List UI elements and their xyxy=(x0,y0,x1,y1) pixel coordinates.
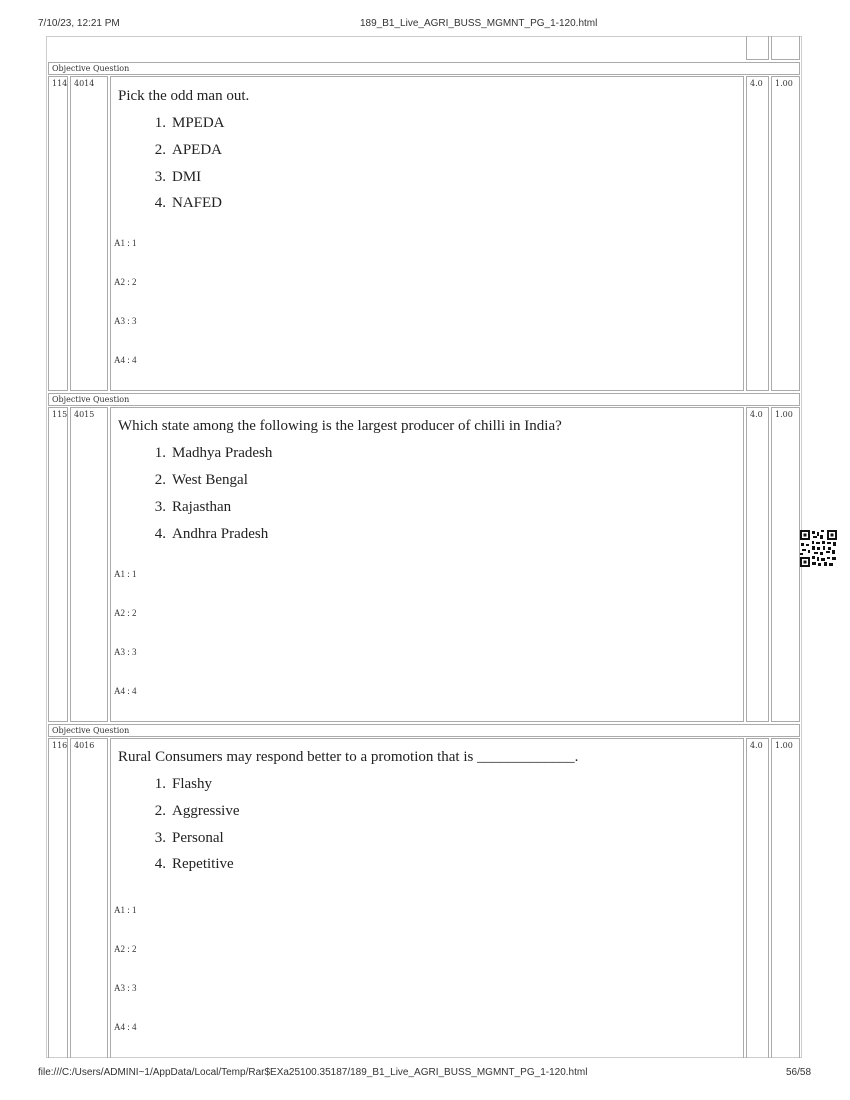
section-header xyxy=(48,724,800,737)
page-number: 56/58 xyxy=(786,1067,812,1078)
option-item xyxy=(144,142,222,159)
question-id: 4014 xyxy=(74,79,95,88)
marks-cell xyxy=(746,738,769,1058)
answer-key: A1 : 1 xyxy=(114,905,137,915)
option-text: Flashy xyxy=(172,776,213,792)
option-text: Andhra Pradesh xyxy=(172,526,269,542)
question-id-cell xyxy=(70,76,108,391)
answer-key: A3 : 3 xyxy=(114,983,137,993)
option-text: MPEDA xyxy=(172,115,225,131)
section-header xyxy=(48,62,800,75)
option-text: Repetitive xyxy=(172,856,234,872)
negative-marks-cell xyxy=(771,738,800,1058)
section-label: Objective Question xyxy=(52,395,130,404)
option-item xyxy=(144,115,225,132)
option-text: NAFED xyxy=(172,195,223,211)
qr-code-icon xyxy=(800,530,837,567)
serial-number-cell xyxy=(48,407,68,722)
marks-cell xyxy=(746,407,769,722)
option-item xyxy=(144,499,231,516)
negative-marks-cell xyxy=(771,76,800,391)
section-label: Objective Question xyxy=(52,726,130,735)
option-number: 4. xyxy=(154,856,166,872)
answer-key: A1 : 1 xyxy=(114,569,137,579)
option-number: 1. xyxy=(154,776,166,792)
option-number: 2. xyxy=(154,803,166,819)
serial-number: 116 xyxy=(52,741,68,750)
option-text: Madhya Pradesh xyxy=(172,445,273,461)
question-id-cell xyxy=(70,738,108,1058)
answer-key: A4 : 4 xyxy=(114,1022,137,1032)
option-number: 3. xyxy=(154,499,166,515)
option-text: West Bengal xyxy=(172,472,248,488)
answer-key: A2 : 2 xyxy=(114,944,137,954)
option-number: 3. xyxy=(154,169,166,185)
question-table xyxy=(46,36,802,1058)
option-item xyxy=(144,803,240,820)
serial-number: 114 xyxy=(52,79,68,88)
negative-marks: 1.00 xyxy=(775,79,793,88)
answer-key: A2 : 2 xyxy=(114,608,137,618)
section-label: Objective Question xyxy=(52,64,130,73)
answer-key: A4 : 4 xyxy=(114,355,137,365)
question-id: 4015 xyxy=(74,410,95,419)
option-text: Aggressive xyxy=(172,803,240,819)
negative-marks: 1.00 xyxy=(775,410,793,419)
option-text: Personal xyxy=(172,830,224,846)
option-number: 1. xyxy=(154,445,166,461)
section-header xyxy=(48,393,800,406)
answer-key: A3 : 3 xyxy=(114,316,137,326)
question-text: Which state among the following is the largest producer of chilli in India? xyxy=(118,418,562,434)
print-datetime: 7/10/23, 12:21 PM xyxy=(38,18,120,29)
serial-number-cell xyxy=(48,738,68,1058)
option-number: 3. xyxy=(154,830,166,846)
marks: 4.0 xyxy=(750,741,763,750)
question-text: Pick the odd man out. xyxy=(118,88,250,104)
serial-number: 115 xyxy=(52,410,68,419)
option-number: 2. xyxy=(154,472,166,488)
question-id-cell xyxy=(70,407,108,722)
option-item xyxy=(144,169,201,186)
option-number: 1. xyxy=(154,115,166,131)
option-text: DMI xyxy=(172,169,202,185)
option-text: Rajasthan xyxy=(172,499,232,515)
marks: 4.0 xyxy=(750,410,763,419)
negative-marks: 1.00 xyxy=(775,741,793,750)
option-number: 2. xyxy=(154,142,166,158)
option-item xyxy=(144,830,224,847)
option-text: APEDA xyxy=(172,142,223,158)
option-item xyxy=(144,472,248,489)
negative-marks-cell xyxy=(771,407,800,722)
file-path: file:///C:/Users/ADMINI~1/AppData/Local/Temp/Rar$EXa25100.35187/189_B1_Live_AGRI_BUSS_MGMNT_PG_1-120.html xyxy=(38,1067,588,1078)
question-id: 4016 xyxy=(74,741,95,750)
option-item xyxy=(144,195,222,212)
marks: 4.0 xyxy=(750,79,763,88)
option-number: 4. xyxy=(154,526,166,542)
document-title: 189_B1_Live_AGRI_BUSS_MGMNT_PG_1-120.html xyxy=(360,18,598,29)
answer-key: A2 : 2 xyxy=(114,277,137,287)
answer-key: A3 : 3 xyxy=(114,647,137,657)
question-text: Rural Consumers may respond better to a promotion that is _____________. xyxy=(118,749,579,765)
serial-number-cell xyxy=(48,76,68,391)
answer-key: A4 : 4 xyxy=(114,686,137,696)
answer-key: A1 : 1 xyxy=(114,238,137,248)
marks-cell xyxy=(746,76,769,391)
option-item xyxy=(144,526,268,543)
option-item xyxy=(144,445,272,462)
option-item xyxy=(144,776,212,793)
option-item xyxy=(144,856,234,873)
option-number: 4. xyxy=(154,195,166,211)
